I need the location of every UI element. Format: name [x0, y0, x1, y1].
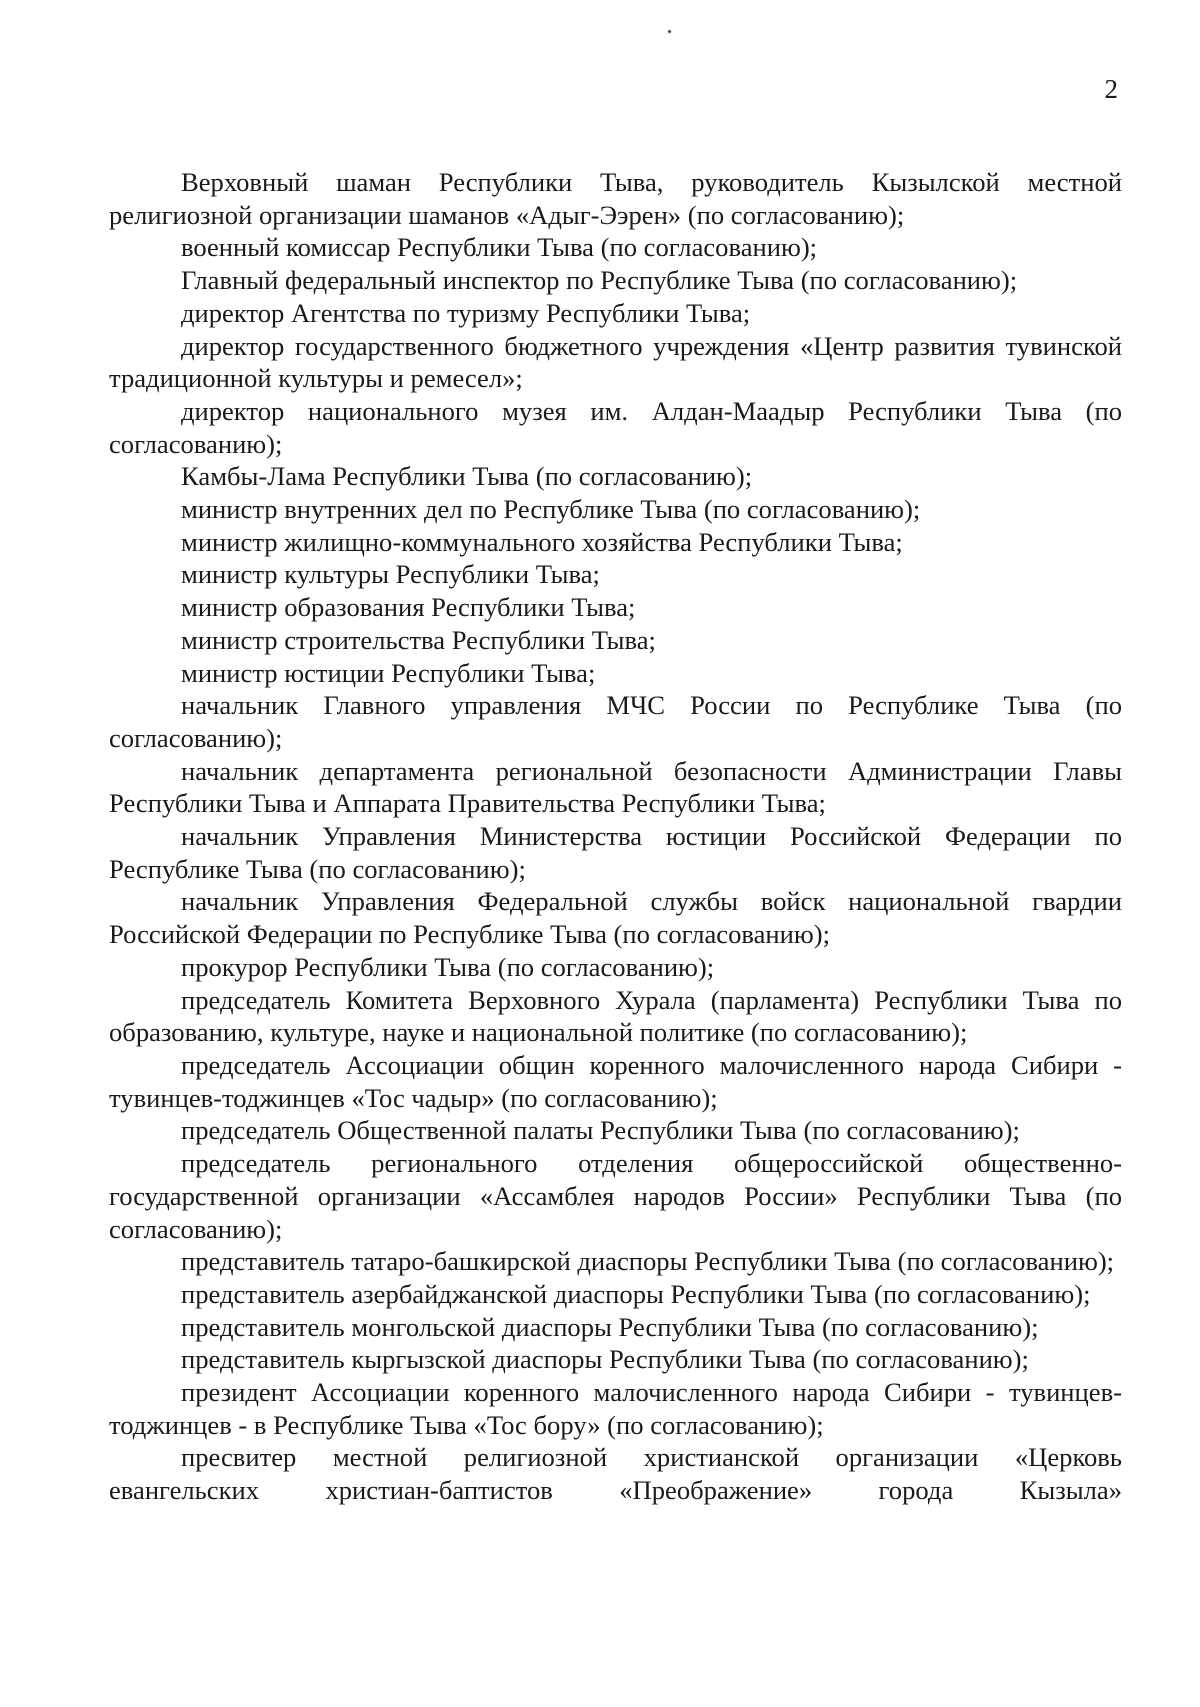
- scan-mark: [667, 29, 671, 33]
- list-entry: директор национального музея им. Алдан-Маадыр Республики Тыва (по согласованию);: [109, 395, 1122, 459]
- list-entry: председатель Ассоциации общин коренного малочисленного народа Сибири - тувинцев-тоджинцев «Тос чадыр» (по согласованию);: [109, 1049, 1122, 1113]
- list-entry: военный комиссар Республики Тыва (по согласованию);: [181, 232, 818, 263]
- list-entry: пресвитер местной религиозной христианской организации «Церковь евангельских христиан-баптистов «Преображение» города Кызыла»: [109, 1442, 1122, 1506]
- member-list: [109, 166, 1122, 1507]
- list-entry: начальник Управления Федеральной службы войск национальной гвардии Российской Федерации по Республике Тыва (по согласованию);: [109, 886, 1122, 950]
- list-entry: председатель Комитета Верховного Хурала (парламента) Республики Тыва по образованию, культуре, науке и национальной политике (по согласованию);: [109, 984, 1122, 1048]
- list-entry: директор государственного бюджетного учреждения «Центр развития тувинской традиционной культуры и ремесел»;: [109, 330, 1122, 394]
- list-entry: начальник департамента региональной безопасности Администрации Главы Республики Тыва и Аппарата Правительства Республики Тыва;: [109, 755, 1122, 819]
- list-entry: представитель татаро-башкирской диаспоры Республики Тыва (по согласованию);: [181, 1246, 1115, 1277]
- list-entry: начальник Главного управления МЧС России по Республике Тыва (по согласованию);: [109, 690, 1122, 753]
- list-entry: Верховный шаман Республики Тыва, руководитель Кызылской местной религиозной организации шаманов «Адыг-Ээрен» (по согласованию);: [109, 167, 1122, 230]
- list-entry: председатель Общественной палаты Республики Тыва (по согласованию);: [181, 1115, 1020, 1146]
- list-entry: министр внутренних дел по Республике Тыва (по согласованию);: [181, 494, 921, 525]
- list-entry: прокурор Республики Тыва (по согласованию);: [181, 951, 715, 982]
- list-entry: представитель азербайджанской диаспоры Республики Тыва (по согласованию);: [181, 1278, 1091, 1309]
- list-entry: председатель регионального отделения общероссийской общественно-государственной организации «Ассамблея народов России» Республики Тыва (по согласованию);: [109, 1148, 1122, 1244]
- list-entry: министр строительства Республики Тыва;: [181, 624, 656, 655]
- list-entry: начальник Управления Министерства юстиции Российской Федерации по Республике Тыва (по согласованию);: [109, 821, 1122, 884]
- list-entry: министр образования Республики Тыва;: [181, 592, 636, 623]
- list-entry: министр культуры Республики Тыва;: [181, 559, 600, 590]
- list-entry: представитель монгольской диаспоры Республики Тыва (по согласованию);: [181, 1311, 1039, 1342]
- list-entry: Главный федеральный инспектор по Республике Тыва (по согласованию);: [181, 265, 1018, 296]
- list-entry: министр жилищно-коммунального хозяйства Республики Тыва;: [181, 526, 903, 557]
- list-entry: директор Агентства по туризму Республики Тыва;: [181, 297, 751, 328]
- page-number: 2: [1104, 74, 1118, 104]
- list-entry: министр юстиции Республики Тыва;: [181, 657, 596, 688]
- list-entry: представитель кыргызской диаспоры Республики Тыва (по согласованию);: [181, 1344, 1029, 1375]
- list-entry: Камбы-Лама Республики Тыва (по согласованию);: [181, 461, 753, 492]
- list-entry: президент Ассоциации коренного малочисленного народа Сибири - тувинцев-тоджинцев - в Республике Тыва «Тос бору» (по согласованию);: [109, 1377, 1122, 1440]
